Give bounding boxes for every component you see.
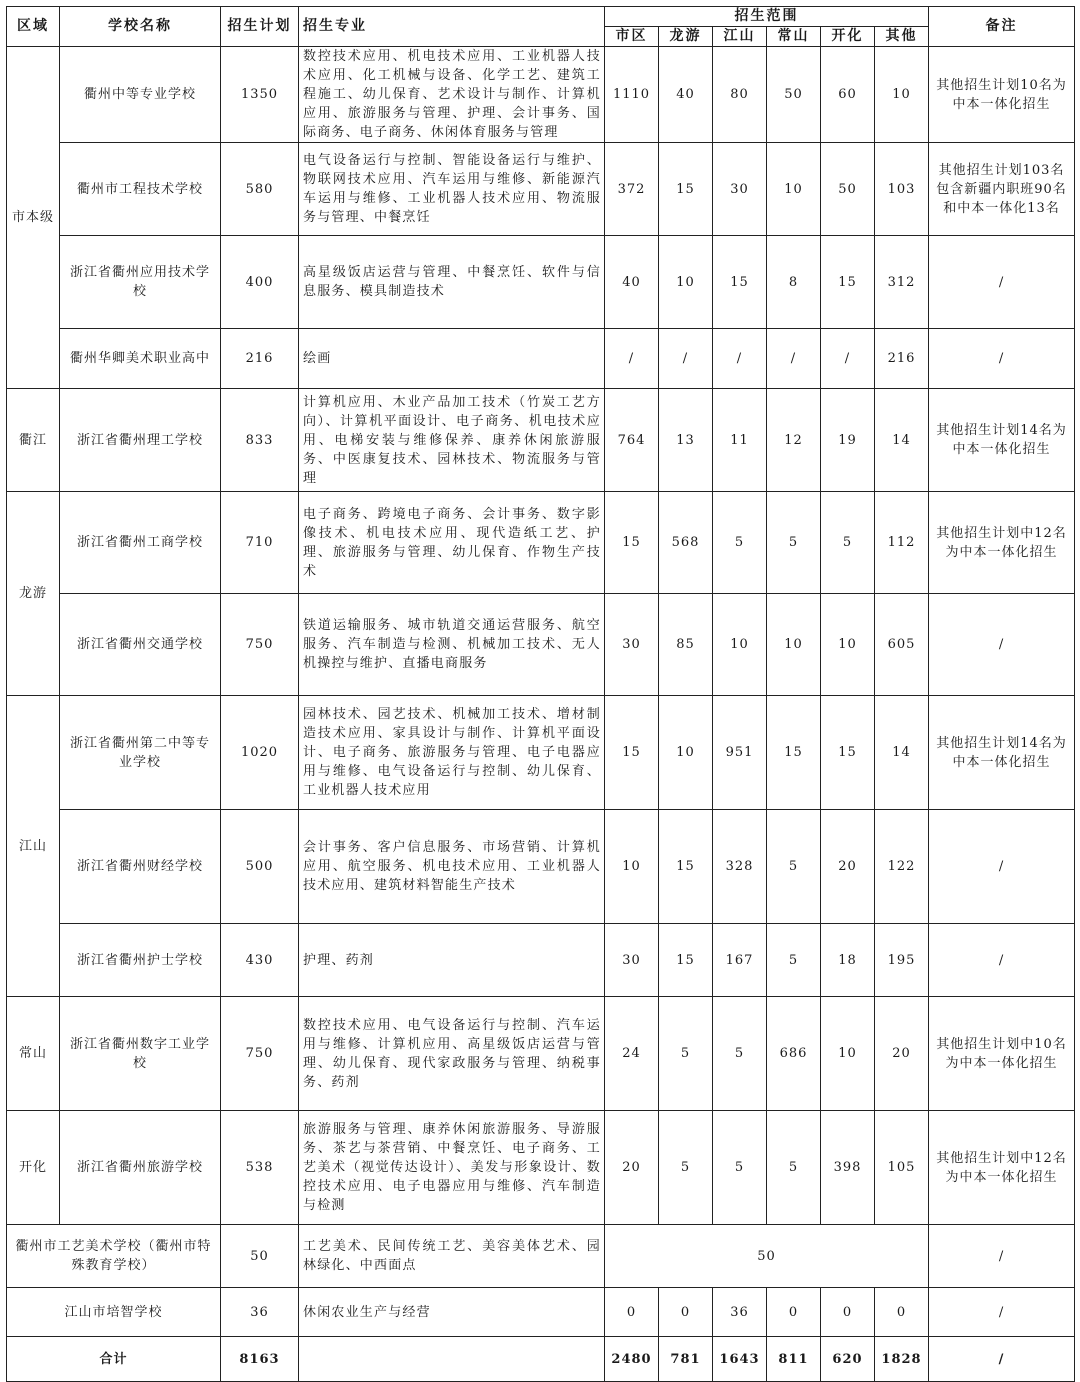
school-name: 衢州中等专业学校 [60, 47, 221, 143]
scope-value: 14 [875, 696, 929, 810]
scope-value: 30 [713, 143, 767, 236]
scope-value: 195 [875, 924, 929, 997]
header-school: 学校名称 [60, 7, 221, 47]
scope-value: 5 [821, 492, 875, 594]
table-row [7, 696, 1075, 810]
major-list: 数控技术应用、电气设备运行与控制、汽车运用与维修、计算机应用、高星级饭店运营与管理、幼儿保育、现代家政服务与管理、纳税事务、药剂 [299, 997, 605, 1111]
scope-value: 0 [767, 1288, 821, 1337]
school-name: 浙江省衢州工商学校 [60, 492, 221, 594]
scope-value: 60 [821, 47, 875, 143]
scope-value: 122 [875, 810, 929, 924]
school-name: 衢州市工程技术学校 [60, 143, 221, 236]
total-scope: 781 [659, 1337, 713, 1382]
school-name: 浙江省衢州护士学校 [60, 924, 221, 997]
major-list: 休闲农业生产与经营 [299, 1288, 605, 1337]
scope-value: 14 [875, 389, 929, 492]
scope-value: 50 [605, 1225, 929, 1288]
scope-value: 40 [605, 236, 659, 329]
scope-value: 18 [821, 924, 875, 997]
note-cell: 其他招生计划10名为中本一体化招生 [929, 47, 1075, 143]
note-cell: / [929, 236, 1075, 329]
scope-value: 20 [875, 997, 929, 1111]
scope-value: / [821, 329, 875, 389]
major-list: 电气设备运行与控制、智能设备运行与维护、物联网技术应用、汽车运用与维修、新能源汽车运用与维修、工业机器人技术应用、物流服务与管理、中餐烹饪 [299, 143, 605, 236]
scope-value: 951 [713, 696, 767, 810]
plan-count: 710 [221, 492, 299, 594]
region-cell: 常山 [7, 997, 60, 1111]
region-cell: 开化 [7, 1111, 60, 1225]
scope-value: 40 [659, 47, 713, 143]
scope-value: 15 [659, 143, 713, 236]
scope-value: 8 [767, 236, 821, 329]
plan-count: 500 [221, 810, 299, 924]
total-plan: 8163 [221, 1337, 299, 1382]
scope-value: 10 [767, 143, 821, 236]
note-cell: 其他招生计划14名为中本一体化招生 [929, 389, 1075, 492]
table-row [7, 47, 1075, 143]
plan-count: 36 [221, 1288, 299, 1337]
scope-value: 112 [875, 492, 929, 594]
plan-count: 1350 [221, 47, 299, 143]
major-list: 数控技术应用、机电技术应用、工业机器人技术应用、化工机械与设备、化学工艺、建筑工程施工、幼儿保育、艺术设计与制作、计算机应用、旅游服务与管理、护理、会计事务、国际商务、电子商务、休闲体育服务与管理 [299, 47, 605, 143]
scope-value: 568 [659, 492, 713, 594]
scope-value: 12 [767, 389, 821, 492]
scope-value: 15 [821, 696, 875, 810]
scope-value: / [713, 329, 767, 389]
scope-value: 15 [713, 236, 767, 329]
total-note: / [929, 1337, 1075, 1382]
scope-value: 15 [659, 924, 713, 997]
scope-value: 5 [659, 997, 713, 1111]
total-label: 合计 [7, 1337, 221, 1382]
scope-value: 372 [605, 143, 659, 236]
note-cell: / [929, 594, 1075, 696]
scope-value: 103 [875, 143, 929, 236]
region-cell: 江山 [7, 696, 60, 997]
scope-value: 20 [605, 1111, 659, 1225]
header-scope-longyou: 龙游 [659, 27, 713, 47]
scope-value: / [605, 329, 659, 389]
note-cell: 其他招生计划中12名为中本一体化招生 [929, 1111, 1075, 1225]
total-major-empty [299, 1337, 605, 1382]
scope-value: 30 [605, 924, 659, 997]
major-list: 计算机应用、木业产品加工技术（竹炭工艺方向）、计算机平面设计、电子商务、机电技术应用、电梯安装与维修保养、康养休闲旅游服务、中医康复技术、园林技术、物流服务与管理 [299, 389, 605, 492]
header-scope-kaihua: 开化 [821, 27, 875, 47]
total-scope: 1828 [875, 1337, 929, 1382]
scope-value: 1110 [605, 47, 659, 143]
scope-value: 20 [821, 810, 875, 924]
header-plan: 招生计划 [221, 7, 299, 47]
header-scope-changshan: 常山 [767, 27, 821, 47]
scope-value: 605 [875, 594, 929, 696]
school-name: 浙江省衢州理工学校 [60, 389, 221, 492]
header-region: 区域 [7, 7, 60, 47]
scope-value: 15 [767, 696, 821, 810]
note-cell: / [929, 1288, 1075, 1337]
scope-value: 30 [605, 594, 659, 696]
table-row [7, 492, 1075, 594]
major-list: 旅游服务与管理、康养休闲旅游服务、导游服务、茶艺与茶营销、中餐烹饪、电子商务、工艺美术（视觉传达设计）、美发与形象设计、数控技术应用、电子电器应用与维修、汽车制造与检测 [299, 1111, 605, 1225]
school-name: 浙江省衢州数字工业学校 [60, 997, 221, 1111]
table-row [7, 143, 1075, 236]
plan-count: 750 [221, 997, 299, 1111]
scope-value: 0 [605, 1288, 659, 1337]
total-row [7, 1337, 1075, 1382]
table-row [7, 329, 1075, 389]
scope-value: 15 [605, 492, 659, 594]
note-cell: / [929, 329, 1075, 389]
major-list: 工艺美术、民间传统工艺、美容美体艺术、园林绿化、中西面点 [299, 1225, 605, 1288]
table-row [7, 389, 1075, 492]
major-list: 高星级饭店运营与管理、中餐烹饪、软件与信息服务、模具制造技术 [299, 236, 605, 329]
scope-value: 312 [875, 236, 929, 329]
scope-value: 167 [713, 924, 767, 997]
major-list: 会计事务、客户信息服务、市场营销、计算机应用、航空服务、机电技术应用、工业机器人技术应用、建筑材料智能生产技术 [299, 810, 605, 924]
table-row [7, 924, 1075, 997]
note-cell: 其他招生计划中10名为中本一体化招生 [929, 997, 1075, 1111]
scope-value: / [767, 329, 821, 389]
scope-value: 10 [821, 594, 875, 696]
major-list: 电子商务、跨境电子商务、会计事务、数字影像技术、机电技术应用、现代造纸工艺、护理、旅游服务与管理、幼儿保育、作物生产技术 [299, 492, 605, 594]
scope-value: 5 [767, 1111, 821, 1225]
scope-value: 686 [767, 997, 821, 1111]
scope-value: 50 [767, 47, 821, 143]
scope-value: 5 [767, 492, 821, 594]
scope-value: 0 [821, 1288, 875, 1337]
scope-value: 15 [605, 696, 659, 810]
total-scope: 811 [767, 1337, 821, 1382]
scope-value: 24 [605, 997, 659, 1111]
note-cell: / [929, 1225, 1075, 1288]
table-row [7, 1111, 1075, 1225]
scope-value: 328 [713, 810, 767, 924]
plan-count: 216 [221, 329, 299, 389]
plan-count: 580 [221, 143, 299, 236]
major-list: 园林技术、园艺技术、机械加工技术、增材制造技术应用、家具设计与制作、计算机平面设计、电子商务、旅游服务与管理、电子电器应用与维修、电气设备运行与控制、幼儿保育、工业机器人技术应用 [299, 696, 605, 810]
major-list: 护理、药剂 [299, 924, 605, 997]
scope-value: / [659, 329, 713, 389]
scope-value: 5 [713, 492, 767, 594]
school-name: 浙江省衢州旅游学校 [60, 1111, 221, 1225]
enrollment-table [6, 6, 1075, 1382]
school-name: 浙江省衢州第二中等专业学校 [60, 696, 221, 810]
scope-value: 764 [605, 389, 659, 492]
table-row [7, 236, 1075, 329]
scope-value: 216 [875, 329, 929, 389]
scope-value: 10 [659, 236, 713, 329]
scope-value: 85 [659, 594, 713, 696]
total-scope: 1643 [713, 1337, 767, 1382]
plan-count: 538 [221, 1111, 299, 1225]
header-major: 招生专业 [299, 7, 605, 47]
school-name: 浙江省衢州应用技术学校 [60, 236, 221, 329]
scope-value: 10 [821, 997, 875, 1111]
scope-value: 105 [875, 1111, 929, 1225]
school-name: 浙江省衢州交通学校 [60, 594, 221, 696]
scope-value: 0 [659, 1288, 713, 1337]
school-name: 江山市培智学校 [7, 1288, 221, 1337]
scope-value: 11 [713, 389, 767, 492]
scope-value: 36 [713, 1288, 767, 1337]
scope-value: 15 [659, 810, 713, 924]
plan-count: 750 [221, 594, 299, 696]
table-row [7, 1225, 1075, 1288]
table-row [7, 1288, 1075, 1337]
region-cell: 龙游 [7, 492, 60, 696]
table-row [7, 810, 1075, 924]
major-list: 绘画 [299, 329, 605, 389]
scope-value: 5 [767, 810, 821, 924]
note-cell: 其他招生计划中12名为中本一体化招生 [929, 492, 1075, 594]
header-scope-shiqu: 市区 [605, 27, 659, 47]
header-note: 备注 [929, 7, 1075, 47]
scope-value: 0 [875, 1288, 929, 1337]
scope-value: 80 [713, 47, 767, 143]
plan-count: 833 [221, 389, 299, 492]
header-scope-other: 其他 [875, 27, 929, 47]
school-name: 衢州华卿美术职业高中 [60, 329, 221, 389]
scope-value: 10 [875, 47, 929, 143]
plan-count: 50 [221, 1225, 299, 1288]
header-scope-jiangshan: 江山 [713, 27, 767, 47]
major-list: 铁道运输服务、城市轨道交通运营服务、航空服务、汽车制造与检测、机械加工技术、无人机操控与维护、直播电商服务 [299, 594, 605, 696]
scope-value: 13 [659, 389, 713, 492]
scope-value: 5 [767, 924, 821, 997]
scope-value: 10 [659, 696, 713, 810]
school-name: 浙江省衢州财经学校 [60, 810, 221, 924]
total-scope: 2480 [605, 1337, 659, 1382]
region-cell: 市本级 [7, 47, 60, 389]
scope-value: 5 [713, 1111, 767, 1225]
scope-value: 10 [605, 810, 659, 924]
scope-value: 398 [821, 1111, 875, 1225]
total-scope: 620 [821, 1337, 875, 1382]
school-name: 衢州市工艺美术学校（衢州市特殊教育学校） [7, 1225, 221, 1288]
scope-value: 10 [713, 594, 767, 696]
note-cell: / [929, 810, 1075, 924]
scope-value: 5 [713, 997, 767, 1111]
plan-count: 430 [221, 924, 299, 997]
plan-count: 1020 [221, 696, 299, 810]
scope-value: 15 [821, 236, 875, 329]
note-cell: / [929, 924, 1075, 997]
scope-value: 50 [821, 143, 875, 236]
scope-value: 10 [767, 594, 821, 696]
plan-count: 400 [221, 236, 299, 329]
note-cell: 其他招生计划103名包含新疆内职班90名和中本一体化13名 [929, 143, 1075, 236]
note-cell: 其他招生计划14名为中本一体化招生 [929, 696, 1075, 810]
header-scope: 招生范围 [605, 7, 929, 27]
scope-value: 19 [821, 389, 875, 492]
scope-value: 5 [659, 1111, 713, 1225]
table-row [7, 594, 1075, 696]
region-cell: 衢江 [7, 389, 60, 492]
table-row [7, 997, 1075, 1111]
